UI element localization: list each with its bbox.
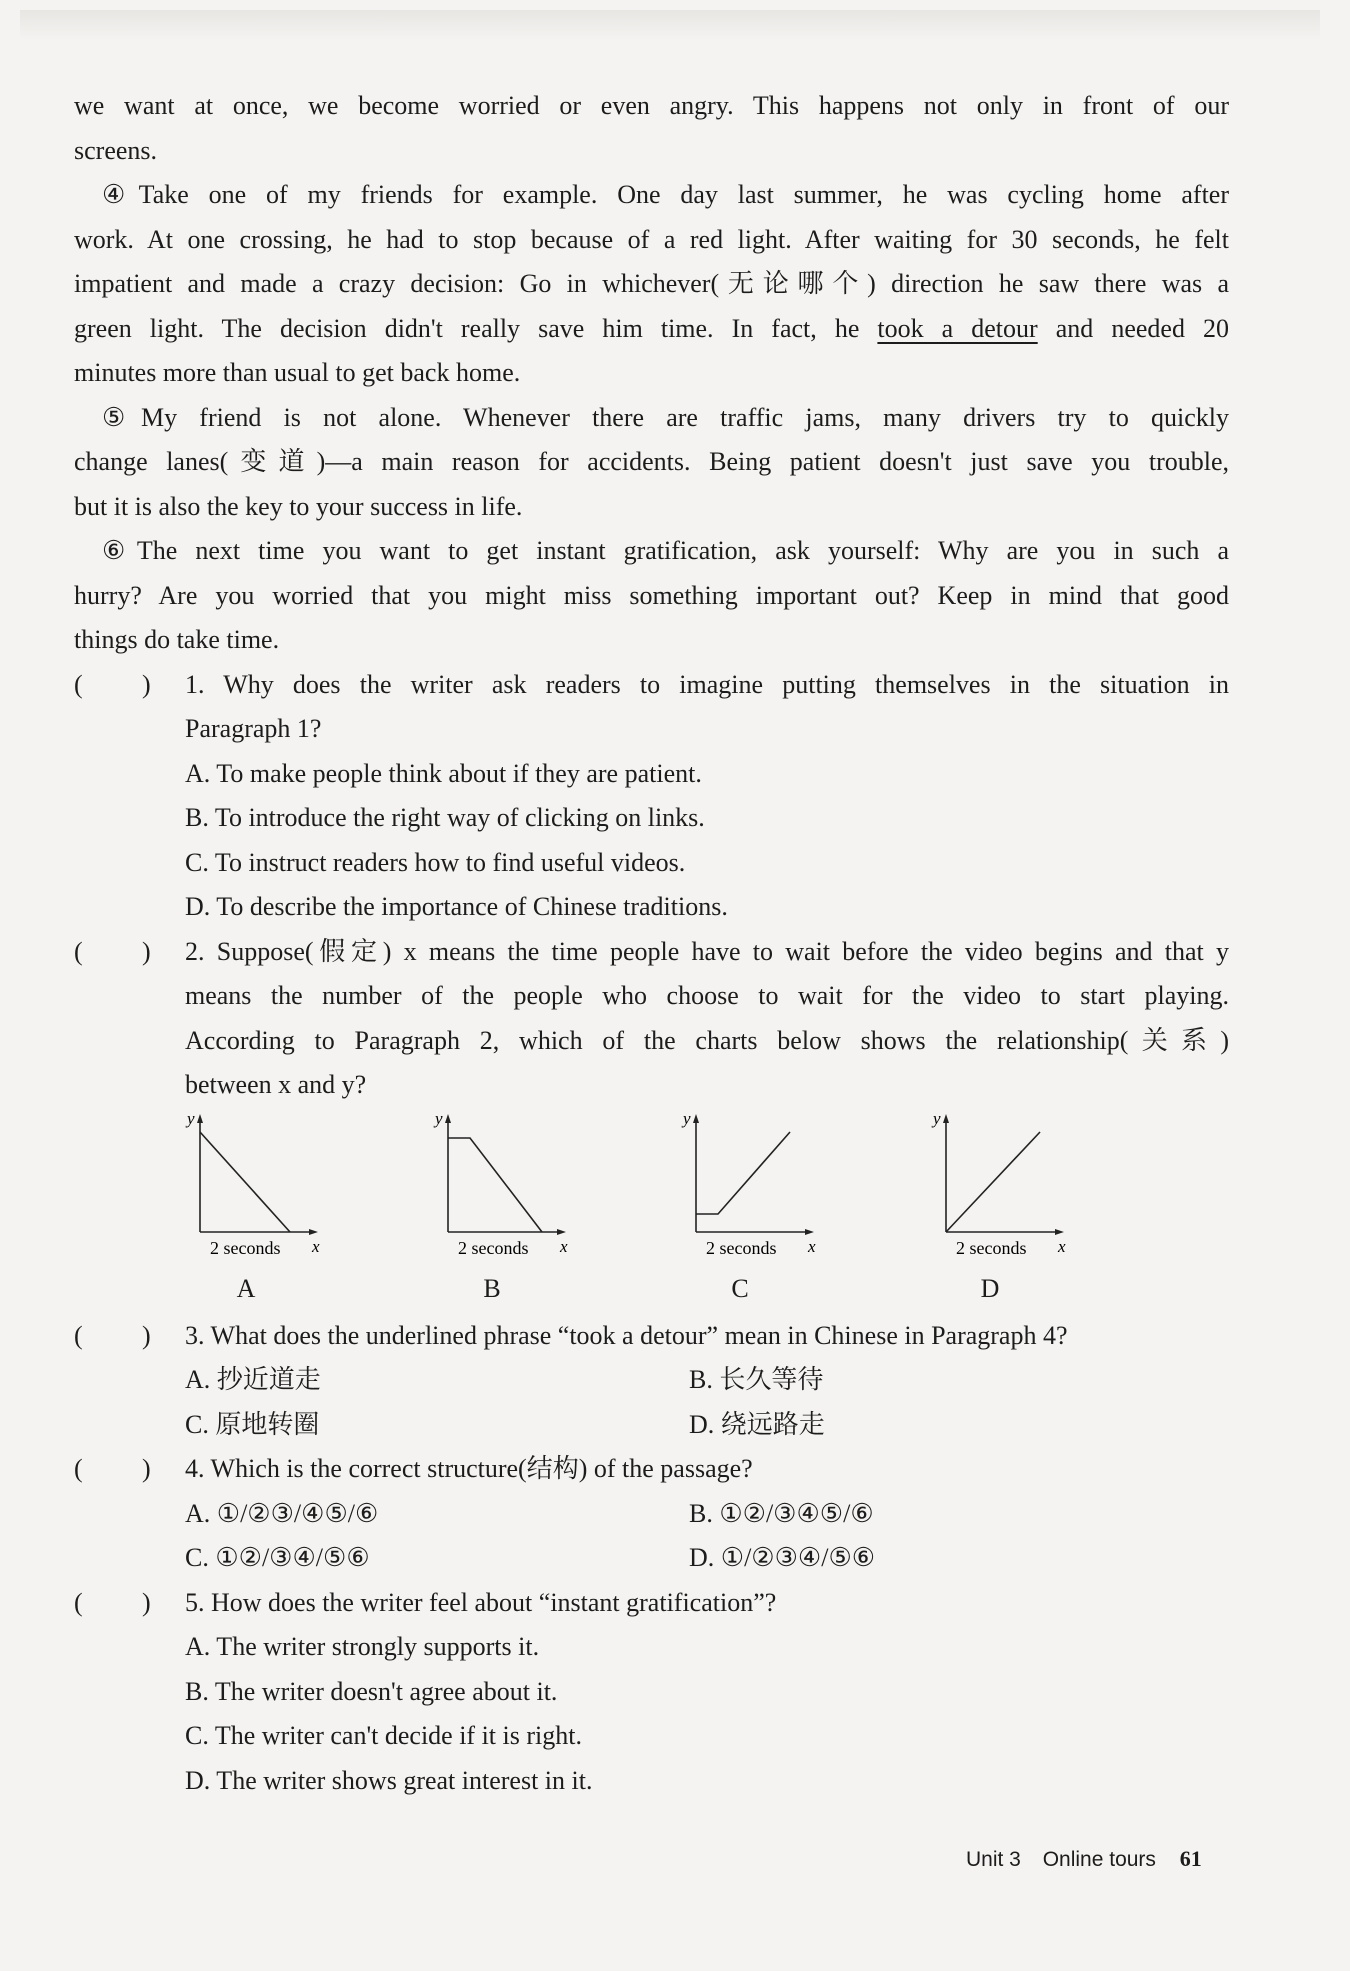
option-b: B. ①②/③④⑤/⑥: [689, 1498, 874, 1528]
question-stem: Paragraph 1?: [185, 714, 322, 743]
chart-letter: D: [980, 1273, 1000, 1303]
paragraph-6-start: ⑥The next time you want to get instant gratification, ask yourself: Why are you in such a: [102, 536, 1229, 565]
passage-line: change lanes(变道)—a main reason for accidents. Being patient doesn't just save you trouble,: [74, 447, 1229, 476]
option-row: [185, 1492, 1229, 1537]
chart-b-plot: [432, 1108, 622, 1258]
question-stem: 4. Which is the correct structure(结构) of the passage?: [185, 1454, 753, 1483]
option-d: D. ①/②③④/⑤⑥: [689, 1543, 876, 1572]
x-axis-label: x: [1058, 1236, 1066, 1256]
reading-passage: [74, 84, 1229, 663]
answer-paren-open: (: [74, 936, 83, 966]
option-row: [185, 1536, 1229, 1581]
question-stem: 2. Suppose(假定) x means the time people have to wait before the video begins and that y: [185, 936, 1229, 966]
unit-title: Online tours: [1042, 1848, 1156, 1871]
y-axis-label: y: [435, 1108, 443, 1128]
tick-label: 2 seconds: [458, 1237, 529, 1258]
x-axis-label: x: [560, 1236, 568, 1256]
answer-paren-close: ): [142, 1587, 151, 1617]
question-stem: 3. What does the underlined phrase “took a detour” mean in Chinese in Paragraph 4?: [185, 1320, 1068, 1350]
chart-a: [184, 1108, 374, 1314]
option-c: C. The writer can't decide if it is right.: [185, 1721, 582, 1750]
option-row: [185, 1358, 1229, 1403]
chart-a-plot: [184, 1108, 374, 1258]
paragraph-4-start: ④Take one of my friends for example. One day last summer, he was cycling home after: [102, 180, 1229, 209]
answer-paren-open: (: [74, 1320, 83, 1350]
chart-d: [930, 1108, 1120, 1314]
question-3: [74, 1314, 1229, 1448]
option-d: D. The writer shows great interest in it.: [185, 1765, 593, 1795]
tick-label: 2 seconds: [210, 1237, 281, 1258]
passage-line: but it is also the key to your success in life.: [74, 491, 523, 521]
question-stem: According to Paragraph 2, which of the charts below shows the relationship(关系): [185, 1025, 1229, 1055]
chart-c-plot: [680, 1108, 870, 1258]
answer-paren-close: ): [142, 1454, 151, 1483]
chart-a-line: [200, 1132, 290, 1232]
option-d: D. 绕远路走: [689, 1409, 825, 1439]
chart-options: [74, 1108, 1229, 1314]
question-2: [74, 930, 1229, 1314]
paragraph-5-start: ⑤My friend is not alone. Whenever there are traffic jams, many drivers try to quickly: [102, 402, 1229, 432]
option-c: C. 原地转圈: [185, 1409, 320, 1439]
passage-line: minutes more than usual to get back home.: [74, 358, 521, 387]
passage-line: impatient and made a crazy decision: Go in whichever(无论哪个) direction he saw there was a: [74, 269, 1229, 298]
option-row: [185, 1403, 1229, 1448]
answer-paren-open: (: [74, 1454, 83, 1483]
x-axis-label: x: [312, 1236, 320, 1256]
chart-d-plot: [930, 1108, 1120, 1258]
chart-letter: B: [483, 1273, 501, 1303]
top-shadow: [20, 10, 1320, 40]
chart-letter: C: [731, 1273, 749, 1303]
question-4: [74, 1447, 1229, 1581]
unit-label: Unit 3: [966, 1848, 1021, 1871]
text-segment: and needed 20: [1037, 313, 1229, 343]
y-axis-label: y: [187, 1108, 195, 1128]
y-axis-label: y: [683, 1108, 691, 1128]
question-stem: between x and y?: [185, 1070, 367, 1099]
passage-line: work. At one crossing, he had to stop because of a red light. After waiting for 30 seconds, he felt: [74, 224, 1229, 254]
option-a: A. ①/②③/④⑤/⑥: [185, 1498, 379, 1528]
option-c: C. To instruct readers how to find useful videos.: [185, 847, 686, 877]
page-footer: [966, 1846, 1202, 1872]
chart-c: [680, 1108, 870, 1314]
passage-line: hurry? Are you worried that you might miss something important out? Keep in mind that good: [74, 580, 1229, 610]
answer-paren-open: (: [74, 1587, 83, 1617]
y-axis-label: y: [933, 1108, 941, 1128]
answer-paren-close: ): [142, 669, 151, 699]
text-segment: green light. The decision didn't really save him time. In fact, he: [74, 313, 878, 343]
question-stem: 5. How does the writer feel about “instant gratification”?: [185, 1587, 777, 1617]
answer-paren-close: ): [142, 936, 151, 966]
tick-label: 2 seconds: [956, 1237, 1027, 1258]
underlined-phrase: took a detour: [877, 313, 1038, 343]
passage-line: we want at once, we become worried or even angry. This happens not only in front of our: [74, 91, 1229, 120]
answer-paren-open: (: [74, 669, 83, 699]
question-stem: 1. Why does the writer ask readers to imagine putting themselves in the situation in: [185, 669, 1229, 699]
content: [74, 84, 1229, 1803]
option-b: B. The writer doesn't agree about it.: [185, 1676, 558, 1706]
option-b: B. To introduce the right way of clicking on links.: [185, 803, 705, 832]
chart-b-line: [448, 1138, 542, 1232]
option-a: A. 抄近道走: [185, 1365, 321, 1394]
chart-c-line: [696, 1132, 790, 1214]
question-stem: means the number of the people who choose to wait for the video to start playing.: [185, 981, 1229, 1010]
answer-paren-close: ): [142, 1320, 151, 1350]
option-a: A. The writer strongly supports it.: [185, 1632, 540, 1661]
passage-line: things do take time.: [74, 625, 280, 654]
option-b: B. 长久等待: [689, 1365, 824, 1394]
question-1: [74, 663, 1229, 930]
x-axis-label: x: [808, 1236, 816, 1256]
passage-line: screens.: [74, 135, 158, 165]
chart-letter: A: [236, 1273, 256, 1303]
tick-label: 2 seconds: [706, 1237, 777, 1258]
passage-line-underline: [74, 307, 1229, 352]
page-number: 61: [1179, 1846, 1202, 1871]
option-d: D. To describe the importance of Chinese traditions.: [185, 892, 728, 921]
option-c: C. ①②/③④/⑤⑥: [185, 1543, 370, 1572]
question-5: [74, 1581, 1229, 1804]
chart-b: [432, 1108, 622, 1314]
chart-d-line: [946, 1132, 1040, 1232]
option-a: A. To make people think about if they are patient.: [185, 758, 702, 788]
